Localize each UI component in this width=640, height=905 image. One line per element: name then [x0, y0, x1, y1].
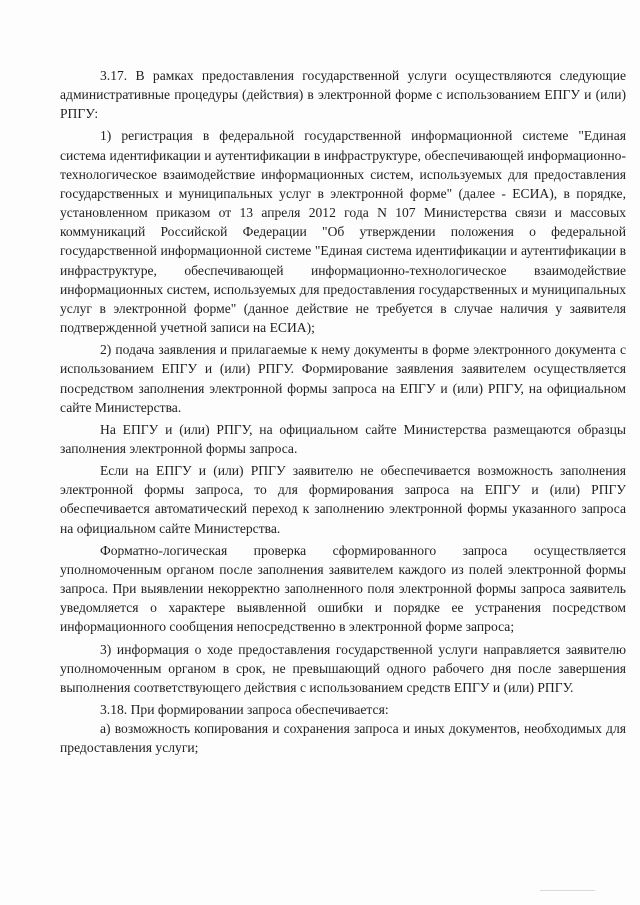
paragraph-automatic-redirect: Если на ЕПГУ и (или) РПГУ заявителю не обеспечивается возможность заполнения электронной формы запроса, то для формирования запроса на ЕПГУ и (или) РПГУ обеспечивается автоматический переход к заполнению электронной формы указанного запроса на официальном сайте Министерства.: [60, 463, 626, 536]
paragraph-item-a-copy-save: а) возможность копирования и сохранения запроса и иных документов, необходимых для предоставления услуги;: [60, 721, 626, 756]
paragraph-sample-forms: На ЕПГУ и (или) РПГУ, на официальном сайте Министерства размещаются образцы заполнения электронной формы запроса.: [60, 421, 626, 456]
paragraph-3-18: 3.18. При формировании запроса обеспечивается:: [100, 702, 389, 717]
scan-artifact-line: [540, 890, 595, 891]
paragraph-format-logical-check: Форматно-логическая проверка сформированного запроса осуществляется уполномоченным органом после заполнения заявителем каждого из полей электронной формы запроса. При выявлении некорректно заполненного поля электронной формы запроса заявитель уведомляется о характере выявленной ошибки и порядке ее устранения посредством информационного сообщения непосредственно в электронной форме запроса;: [60, 542, 626, 635]
paragraph-item-3-status-information: 3) информация о ходе предоставления государственной услуги направляется заявителю уполномоченным органом в срок, не превышающий одного рабочего дня после завершения выполнения соответствующего действия с использованием средств ЕПГУ и (или) РПГУ.: [60, 641, 626, 695]
paragraph-item-1-esia-registration: 1) регистрация в федеральной государственной информационной системе "Единая система идентификации и аутентификации в инфраструктуре, обеспечивающей информационно-технологическое взаимодействие информационных систем, используемых для предоставления государственных и муниципальных услуг в электронной форме" (далее - ЕСИА), в порядке, установленном приказом от 13 апреля 2012 года N 107 Министерства связи и массовых коммуникаций Российской Федерации "Об утверждении положения о федеральной государственной информационной системе "Единая система идентификации и аутентификации в инфраструктуре, обеспечивающей информационно-технологическое взаимодействие информационных систем, используемых для предоставления государственных и муниципальных услуг в электронной форме" (данное действие не требуется в случае наличия у заявителя подтвержденной учетной записи на ЕСИА);: [60, 128, 626, 336]
document-body: [60, 66, 626, 757]
paragraph-item-2-application-submission: 2) подача заявления и прилагаемые к нему документы в форме электронного документа с использованием ЕПГУ и (или) РПГУ. Формирование заявления заявителем осуществляется посредством заполнения электронной формы запроса на ЕПГУ и (или) РПГУ, на официальном сайте Министерства.: [60, 342, 626, 415]
paragraph-3-17: 3.17. В рамках предоставления государственной услуги осуществляются следующие административные процедуры (действия) в электронной форме с использованием ЕПГУ и (или) РПГУ:: [60, 68, 626, 122]
